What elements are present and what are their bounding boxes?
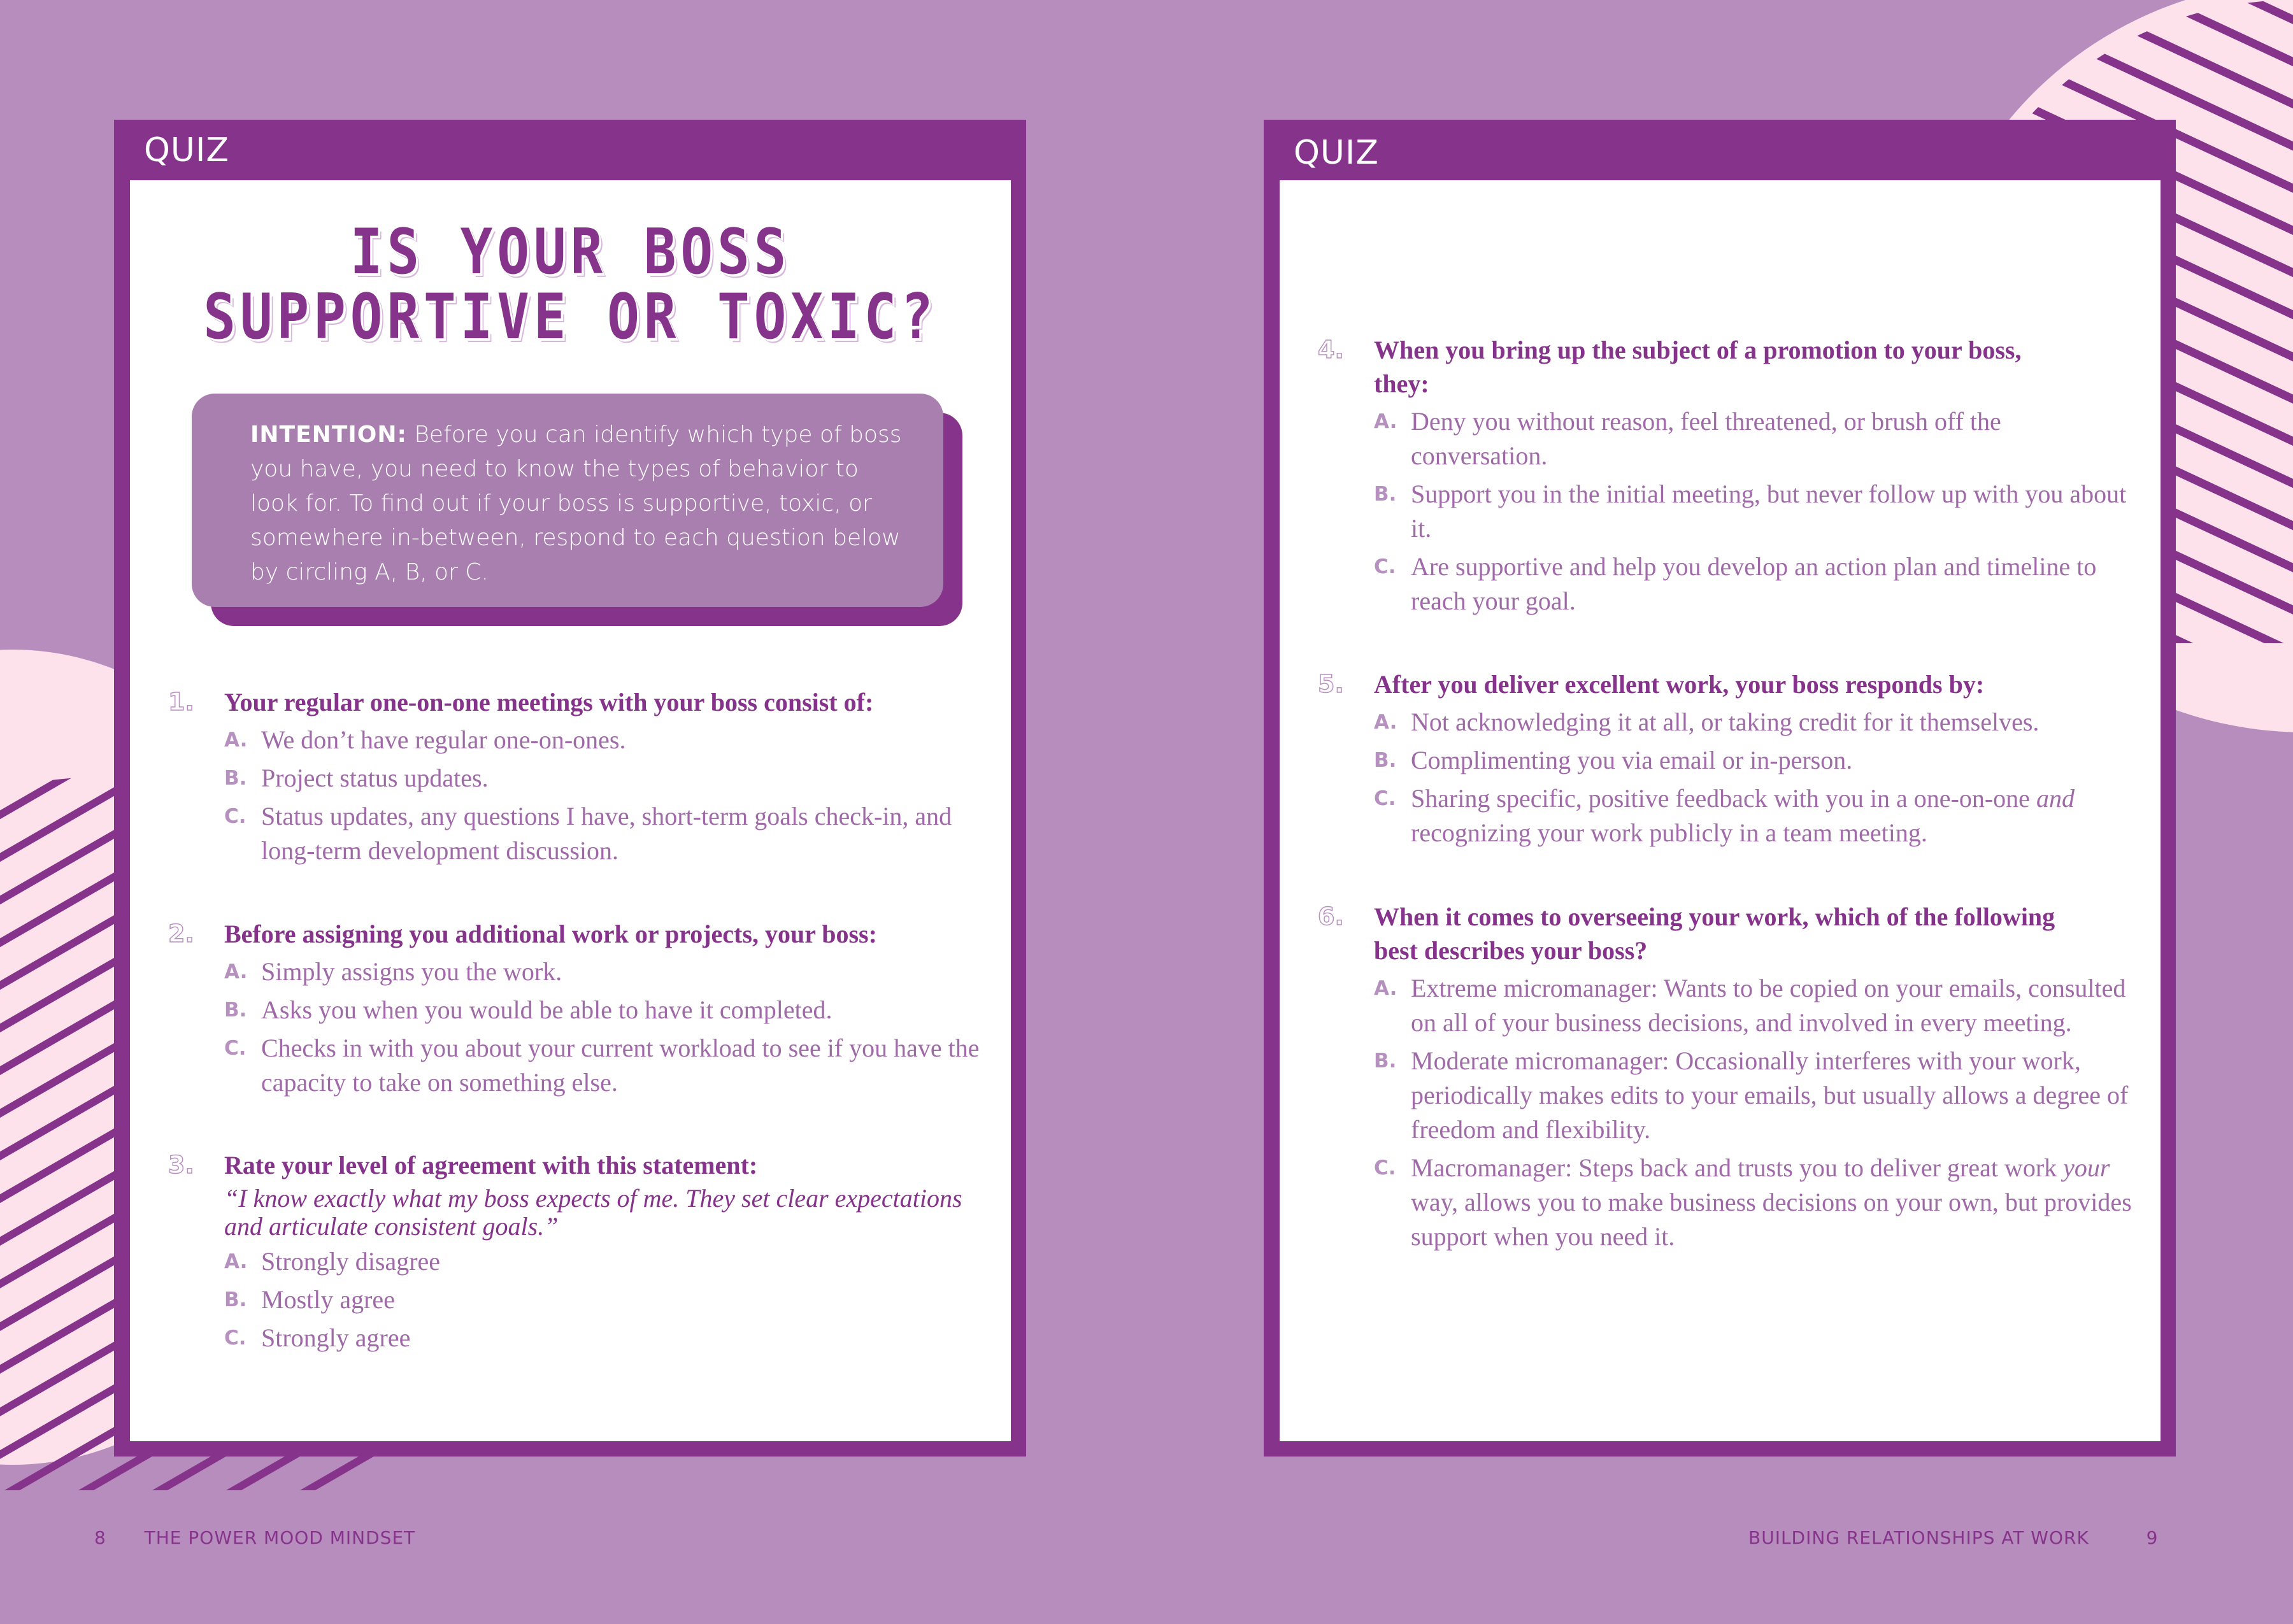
question-4	[1318, 333, 2135, 618]
question-number: 1.	[168, 688, 194, 716]
option-a[interactable]	[224, 1244, 985, 1279]
option-letter: C.	[224, 1037, 246, 1060]
intention-label: INTENTION:	[250, 422, 407, 448]
option-c[interactable]	[1374, 550, 2110, 618]
question-3	[168, 1148, 985, 1355]
option-text: Sharing specific, positive feedback with you in a one-on-one	[1411, 784, 2036, 813]
option-b[interactable]	[1374, 1044, 2135, 1147]
option-b[interactable]	[1374, 477, 2135, 546]
question-text: Before assigning you additional work or projects, your boss:	[224, 920, 877, 948]
question-number: 6.	[1318, 902, 1344, 930]
option-a[interactable]	[1374, 404, 2097, 473]
question-text: When it comes to overseeing your work, which of the following best describes your boss?	[1374, 902, 2055, 965]
option-b[interactable]	[224, 1283, 985, 1317]
option-text: Strongly disagree	[261, 1247, 441, 1276]
option-text-emphasis: and	[2036, 784, 2075, 813]
option-a[interactable]	[224, 723, 985, 757]
title-line-1: IS YOUR BOSS	[350, 216, 791, 288]
question-2	[168, 917, 985, 1100]
option-text: recognizing your work publicly in a team meeting.	[1411, 818, 1927, 847]
option-letter: C.	[224, 1327, 246, 1350]
question-text: After you deliver excellent work, your boss responds by:	[1374, 670, 1985, 699]
option-a[interactable]	[1374, 971, 2135, 1040]
page-title	[192, 216, 949, 353]
question-5	[1318, 667, 2135, 850]
option-a[interactable]	[1374, 705, 2135, 739]
option-text: Strongly agree	[261, 1323, 411, 1352]
option-letter: A.	[224, 729, 248, 751]
quiz-header-label: QUIZ	[1294, 134, 1379, 172]
option-c[interactable]	[224, 1031, 985, 1100]
option-text: Moderate micromanager: Occasionally interferes with your work, periodically makes edits to your emails, but usually allows a degree of freedom and flexibility.	[1411, 1046, 2129, 1144]
intention-callout	[192, 394, 943, 607]
option-text: Support you in the initial meeting, but never follow up with you about it.	[1411, 480, 2127, 543]
option-text: Status updates, any questions I have, short-term goals check-in, and long-term development discussion.	[261, 802, 952, 865]
option-text: Simply assigns you the work.	[261, 957, 562, 986]
question-number: 2.	[168, 920, 194, 948]
option-c[interactable]	[1374, 781, 2135, 850]
option-text: Checks in with you about your current workload to see if you have the capacity to take on something else.	[261, 1034, 980, 1097]
option-letter: C.	[1374, 555, 1396, 578]
option-letter: A.	[1374, 711, 1397, 734]
option-text: Deny you without reason, feel threatened, or brush off the conversation.	[1411, 407, 2001, 470]
option-text: Not acknowledging it at all, or taking credit for it themselves.	[1411, 708, 2039, 736]
option-letter: A.	[224, 1250, 248, 1273]
option-letter: C.	[1374, 787, 1396, 810]
option-letter: B.	[224, 767, 247, 790]
question-text: When you bring up the subject of a promotion to your boss, they:	[1374, 336, 2022, 398]
footer-left	[94, 1527, 415, 1548]
question-text: Your regular one-on-one meetings with your boss consist of:	[224, 688, 874, 716]
option-text: way, allows you to make business decisions on your own, but provides support when you need it.	[1411, 1188, 2132, 1251]
quiz-card-left	[114, 120, 1026, 1457]
option-letter: B.	[224, 1288, 247, 1311]
question-number: 3.	[168, 1151, 194, 1179]
option-text: Complimenting you via email or in-person.	[1411, 746, 1853, 774]
intention-text: Before you can identify which type of boss you have, you need to know the types of behavior to look for. To find out if your boss is supportive, toxic, or somewhere in-between, respond to each question below by circling A, B, or C.	[250, 422, 902, 585]
quiz-header-label: QUIZ	[144, 131, 229, 169]
page-number: 8	[94, 1527, 106, 1548]
option-letter: C.	[1374, 1157, 1396, 1179]
option-b[interactable]	[1374, 743, 2135, 778]
footer-right	[1748, 1527, 2158, 1548]
card-content	[130, 180, 1011, 1441]
page-number: 9	[2146, 1527, 2159, 1548]
book-title: THE POWER MOOD MINDSET	[144, 1527, 416, 1548]
option-text-emphasis: your	[2063, 1153, 2110, 1182]
option-c[interactable]	[224, 799, 985, 868]
option-letter: A.	[224, 960, 248, 983]
title-line-2: SUPPORTIVE OR TOXIC?	[203, 281, 938, 353]
option-text: Are supportive and help you develop an action plan and timeline to reach your goal.	[1411, 552, 2097, 615]
section-title: BUILDING RELATIONSHIPS AT WORK	[1748, 1527, 2089, 1548]
option-text: Mostly agree	[261, 1285, 395, 1314]
option-text: Macromanager: Steps back and trusts you to deliver great work	[1411, 1153, 2064, 1182]
question-6	[1318, 900, 2135, 1254]
option-text: Project status updates.	[261, 764, 489, 792]
intention-box	[192, 394, 943, 607]
option-text: Asks you when you would be able to have it completed.	[261, 995, 832, 1024]
question-text: Rate your level of agreement with this statement:	[224, 1151, 758, 1179]
question-1	[168, 685, 985, 868]
option-b[interactable]	[224, 993, 985, 1027]
quiz-card-right	[1264, 120, 2176, 1457]
option-c[interactable]	[224, 1321, 985, 1355]
option-letter: A.	[1374, 977, 1397, 1000]
question-number: 4.	[1318, 336, 1344, 364]
option-a[interactable]	[224, 955, 985, 989]
option-text: We don’t have regular one-on-ones.	[261, 725, 626, 754]
option-letter: B.	[1374, 1050, 1397, 1072]
option-letter: B.	[1374, 749, 1397, 772]
question-quote: “I know exactly what my boss expects of me. They set clear expectations and articulate consistent goals.”	[224, 1184, 962, 1241]
option-letter: B.	[1374, 483, 1397, 506]
option-letter: A.	[1374, 410, 1397, 433]
option-text: Extreme micromanager: Wants to be copied on your emails, consulted on all of your business decisions, and involved in every meeting.	[1411, 974, 2126, 1037]
question-number: 5.	[1318, 670, 1344, 698]
option-b[interactable]	[224, 761, 985, 795]
option-c[interactable]	[1374, 1151, 2135, 1254]
option-letter: C.	[224, 805, 246, 828]
option-letter: B.	[224, 999, 247, 1022]
card-content	[1280, 180, 2161, 1441]
